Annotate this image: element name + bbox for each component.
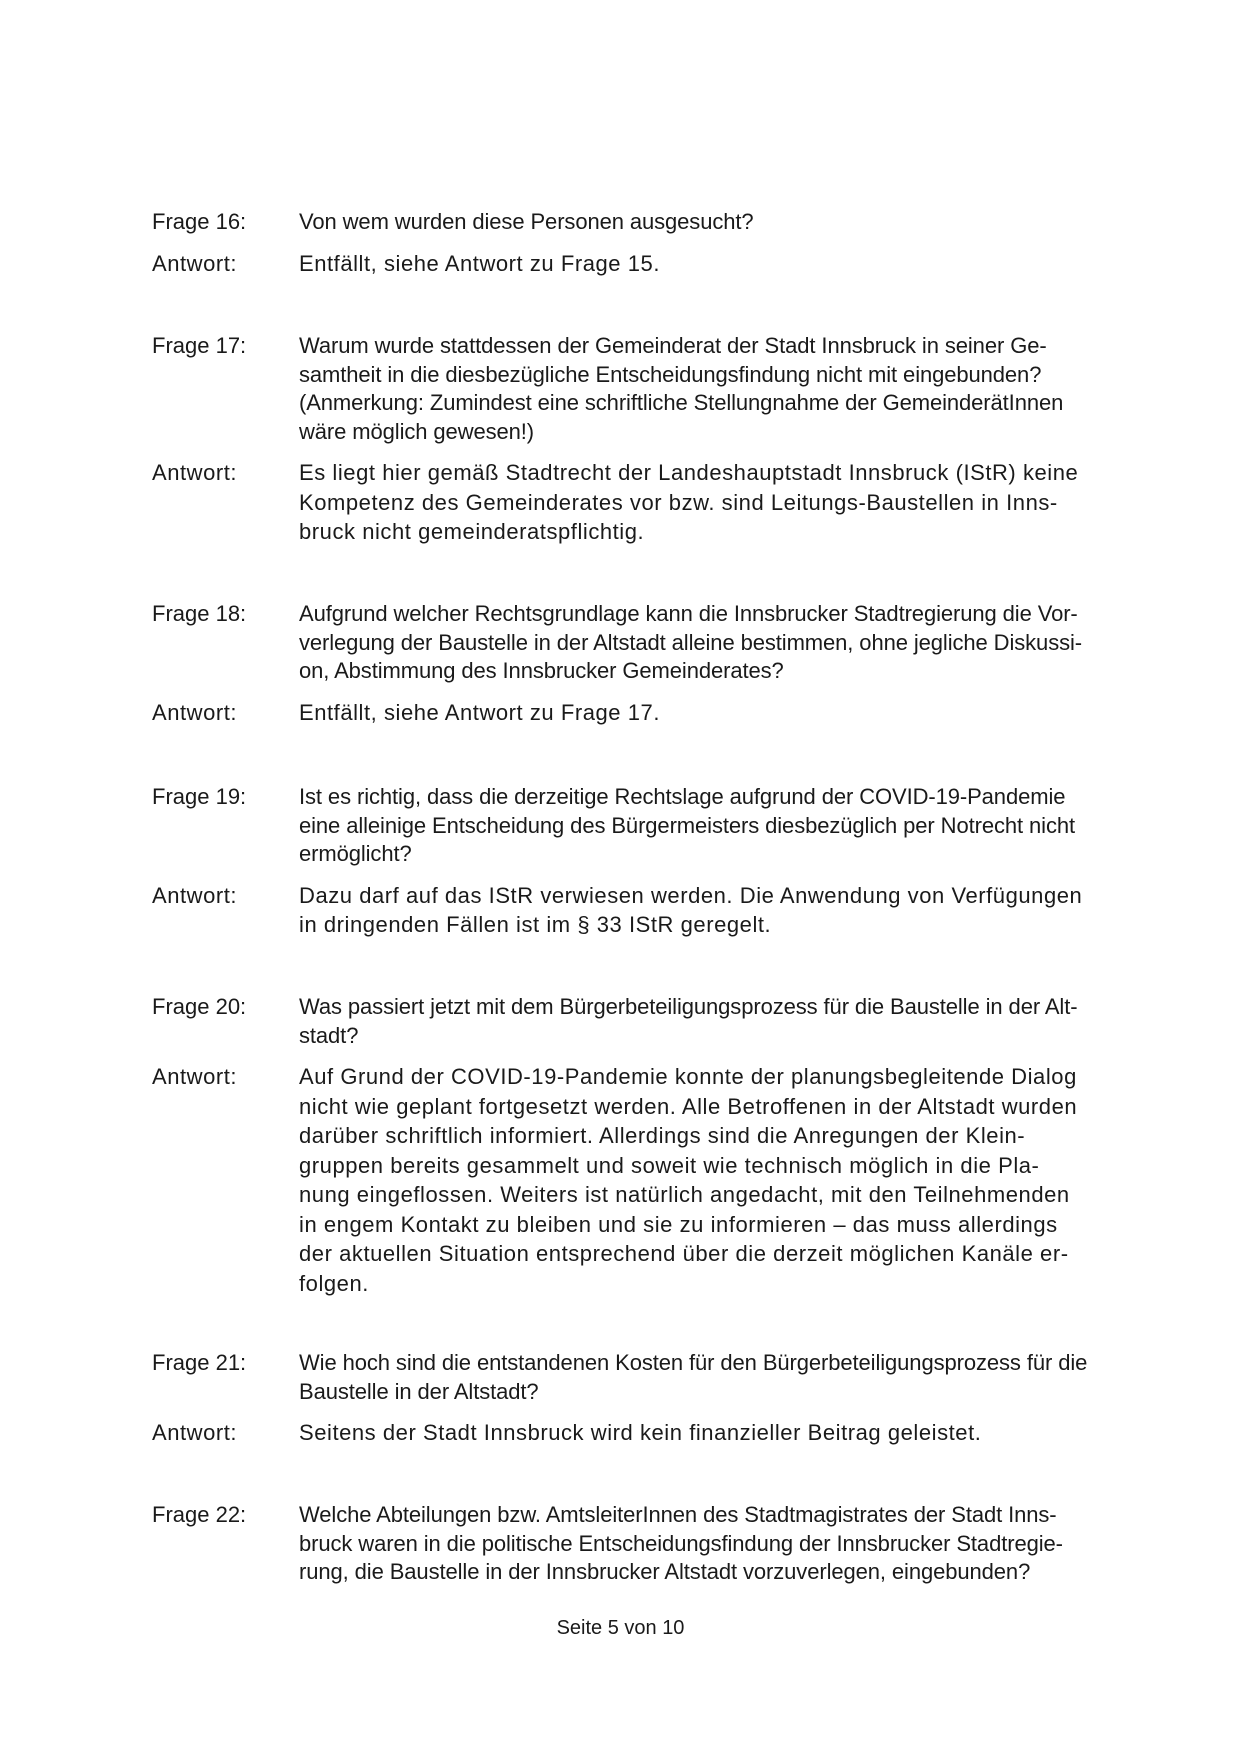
answer-text bbox=[299, 1062, 1142, 1298]
question-row bbox=[152, 783, 1142, 869]
question-label: Frage 21: bbox=[152, 1350, 247, 1375]
question-line: bruck waren in die politische Entscheidungsfindung der Innsbrucker Stadtregie- bbox=[299, 1530, 1063, 1556]
qa-block-18 bbox=[152, 600, 1142, 727]
question-line: samtheit in die diesbezügliche Entscheidungsfindung nicht mit eingebunden? bbox=[299, 361, 1042, 387]
question-row bbox=[152, 993, 1142, 1050]
question-line: stadt? bbox=[299, 1022, 359, 1048]
answer-line: Seitens der Stadt Innsbruck wird kein finanzieller Beitrag geleistet. bbox=[299, 1420, 982, 1445]
question-line: (Anmerkung: Zumindest eine schriftliche Stellungnahme der GemeinderätInnen bbox=[299, 390, 1064, 415]
question-line: Warum wurde stattdessen der Gemeinderat der Stadt Innsbruck in seiner Ge- bbox=[299, 333, 1047, 358]
question-label: Frage 22: bbox=[152, 1502, 247, 1527]
answer-text bbox=[299, 698, 1142, 728]
answer-label: Antwort: bbox=[152, 699, 238, 725]
answer-line: gruppen bereits gesammelt und soweit wie technisch möglich in die Pla- bbox=[299, 1152, 1040, 1178]
question-label: Frage 18: bbox=[152, 601, 247, 626]
question-row bbox=[152, 1349, 1142, 1406]
question-line: Baustelle in der Altstadt? bbox=[299, 1378, 539, 1404]
question-line: Ist es richtig, dass die derzeitige Rechtslage aufgrund der COVID-19-Pandemie bbox=[299, 784, 1066, 809]
question-text bbox=[299, 783, 1142, 869]
question-line: rung, die Baustelle in der Innsbrucker Altstadt vorzuverlegen, eingebunden? bbox=[299, 1559, 1031, 1584]
question-line: Aufgrund welcher Rechtsgrundlage kann die Innsbrucker Stadtregierung die Vor- bbox=[299, 601, 1078, 626]
answer-text bbox=[299, 1418, 1142, 1448]
answer-line: in engem Kontakt zu bleiben und sie zu informieren – das muss allerdings bbox=[299, 1211, 1058, 1237]
answer-row bbox=[152, 698, 1142, 728]
answer-line: nung eingeflossen. Weiters ist natürlich angedacht, mit den Teilnehmenden bbox=[299, 1182, 1070, 1207]
question-text bbox=[299, 600, 1142, 686]
question-text bbox=[299, 993, 1142, 1050]
answer-row bbox=[152, 1418, 1142, 1448]
question-label: Frage 20: bbox=[152, 994, 247, 1019]
question-row bbox=[152, 332, 1142, 446]
question-text bbox=[299, 208, 1142, 237]
answer-line: Auf Grund der COVID-19-Pandemie konnte der planungsbegleitende Dialog bbox=[299, 1064, 1077, 1089]
answer-label: Antwort: bbox=[152, 460, 238, 485]
question-text bbox=[299, 1501, 1142, 1587]
question-line: on, Abstimmung des Innsbrucker Gemeinderates? bbox=[299, 658, 784, 683]
question-row bbox=[152, 208, 1142, 237]
question-text bbox=[299, 332, 1142, 446]
qa-block-21 bbox=[152, 1349, 1142, 1448]
question-line: Wie hoch sind die entstandenen Kosten für den Bürgerbeteiligungsprozess für die bbox=[299, 1350, 1088, 1375]
qa-block-20 bbox=[152, 993, 1142, 1298]
answer-line: darüber schriftlich informiert. Allerdings sind die Anregungen der Klein- bbox=[299, 1123, 1026, 1148]
answer-line: in dringenden Fällen ist im § 33 IStR geregelt. bbox=[299, 912, 772, 937]
answer-line: Entfällt, siehe Antwort zu Frage 17. bbox=[299, 699, 660, 725]
question-line: ermöglicht? bbox=[299, 841, 412, 866]
answer-line: Dazu darf auf das IStR verwiesen werden. Die Anwendung von Verfügungen bbox=[299, 882, 1083, 908]
qa-block-22 bbox=[152, 1501, 1142, 1587]
answer-row bbox=[152, 881, 1142, 940]
answer-line: Entfällt, siehe Antwort zu Frage 15. bbox=[299, 250, 660, 276]
answer-row bbox=[152, 458, 1142, 547]
answer-line: nicht wie geplant fortgesetzt werden. Alle Betroffenen in der Altstadt wurden bbox=[299, 1093, 1078, 1119]
answer-text bbox=[299, 881, 1142, 940]
answer-label: Antwort: bbox=[152, 1064, 238, 1089]
question-text bbox=[299, 1349, 1142, 1406]
question-label: Frage 19: bbox=[152, 784, 247, 809]
question-row bbox=[152, 1501, 1142, 1587]
qa-block-19 bbox=[152, 783, 1142, 940]
question-line: wäre möglich gewesen!) bbox=[299, 418, 535, 444]
answer-line: folgen. bbox=[299, 1270, 369, 1296]
question-label: Frage 17: bbox=[152, 333, 247, 358]
page-number: Seite 5 von 10 bbox=[556, 1617, 685, 1639]
answer-line: Kompetenz des Gemeinderates vor bzw. sind Leitungs-Baustellen in Inns- bbox=[299, 489, 1058, 515]
question-row bbox=[152, 600, 1142, 686]
question-line: Welche Abteilungen bzw. AmtsleiterInnen des Stadtmagistrates der Stadt Inns- bbox=[299, 1502, 1057, 1527]
qa-block-17 bbox=[152, 332, 1142, 547]
question-line: verlegung der Baustelle in der Altstadt alleine bestimmen, ohne jegliche Diskussi- bbox=[299, 629, 1083, 655]
answer-text bbox=[299, 249, 1142, 279]
answer-line: bruck nicht gemeinderatspflichtig. bbox=[299, 519, 645, 544]
answer-label: Antwort: bbox=[152, 250, 238, 276]
qa-block-16 bbox=[152, 208, 1142, 278]
answer-label: Antwort: bbox=[152, 1420, 238, 1445]
answer-row bbox=[152, 1062, 1142, 1298]
question-label: Frage 16: bbox=[152, 209, 247, 234]
question-line: Von wem wurden diese Personen ausgesucht? bbox=[299, 209, 754, 234]
answer-line: Es liegt hier gemäß Stadtrecht der Landeshauptstadt Innsbruck (IStR) keine bbox=[299, 460, 1079, 485]
question-line: Was passiert jetzt mit dem Bürgerbeteiligungsprozess für die Baustelle in der Alt- bbox=[299, 994, 1078, 1019]
answer-line: der aktuellen Situation entsprechend über die derzeit möglichen Kanäle er- bbox=[299, 1241, 1069, 1266]
answer-row bbox=[152, 249, 1142, 279]
answer-text bbox=[299, 458, 1142, 547]
question-line: eine alleinige Entscheidung des Bürgermeisters diesbezüglich per Notrecht nicht bbox=[299, 812, 1075, 838]
answer-label: Antwort: bbox=[152, 882, 238, 908]
